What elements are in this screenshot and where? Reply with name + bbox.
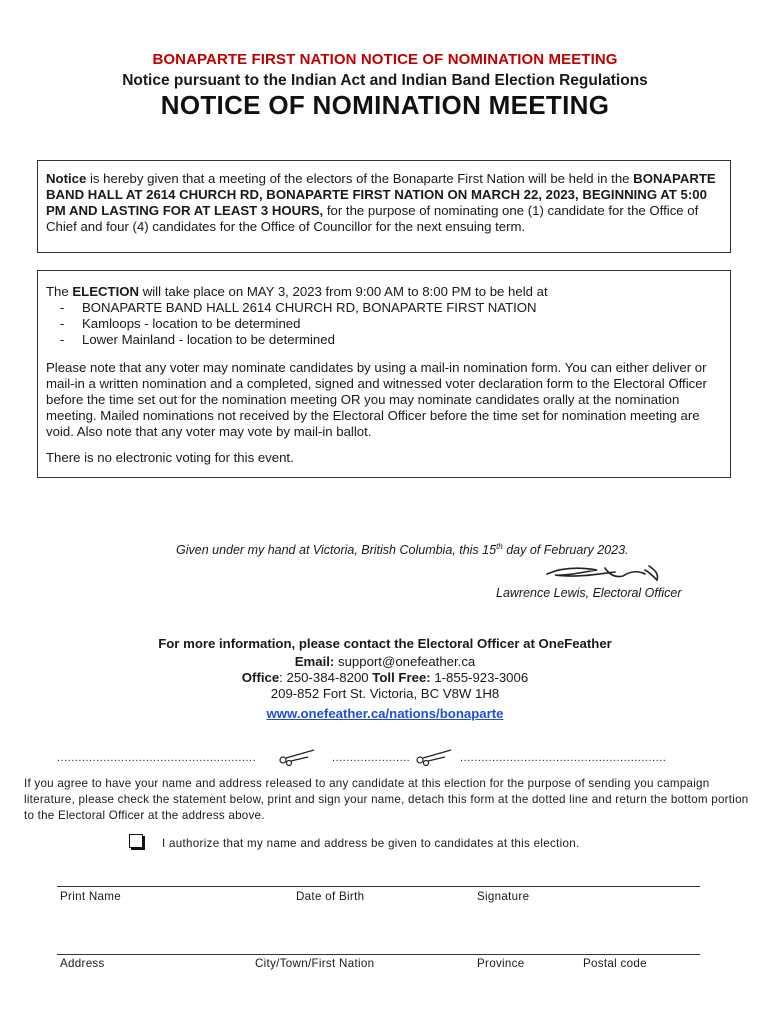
scissors-icon [278,748,316,766]
election-intro [46,284,722,300]
notice-lead: Notice [46,171,87,186]
notice-text-1: is hereby given that a meeting of the electors of the Bonaparte First Nation will be held in the [86,171,634,186]
given-sup: th [496,542,503,551]
notice-text-2: for the purpose of nominating one (1) candidate for the Office of Chief and four (4) candidates for the Office of Councillor for the next ensuing term. [46,203,699,234]
location-text: Lower Mainland - location to be determined [82,332,335,347]
office-phone: : 250-384-8200 [279,670,373,685]
contact-phone-line [0,669,770,686]
dotted-line: .......................................................... [460,752,667,764]
election-intro-post: will take place on MAY 3, 2023 from 9:00 AM to 8:00 PM to be held at [139,284,548,299]
contact-address: 209-852 Fort St. Victoria, BC V8W 1H8 [270,686,500,701]
email-value: support@onefeather.ca [337,654,476,669]
document-red-title: BONAPARTE FIRST NATION NOTICE OF NOMINATION MEETING [152,51,618,68]
scissors-icon [415,748,453,766]
handwritten-signature [545,560,665,584]
given-pre: Given under my hand at Victoria, British Columbia, this 15 [176,543,497,558]
city-label: City/Town/First Nation [255,957,375,970]
contact-email-line [0,653,770,670]
province-label: Province [477,957,525,970]
location-text: BONAPARTE BAND HALL 2614 CHURCH RD, BONAPARTE FIRST NATION [82,300,537,315]
given-post: day of February 2023. [502,543,629,558]
dob-label: Date of Birth [296,890,365,903]
nation-website-link[interactable]: www.onefeather.ca/nations/bonaparte [266,706,504,721]
tollfree-phone: 1-855-923-3006 [430,670,529,685]
notice-meeting-details: BONAPARTE BAND HALL AT 2614 CHURCH RD, BONAPARTE FIRST NATION ON MARCH 22, 2023, BEGINNING AT 5:00 PM AND LASTING FOR AT LEAST 3 HOURS, [46,171,716,218]
nomination-note: Please note that any voter may nominate candidates by using a mail-in nomination form. You can either deliver or mail-in a written nomination and a completed, signed and witnessed voter declaration form to the Electoral Officer before the time set out for the nomination meeting OR you may nominate candidates orally at the nomination meeting. Mailed nominations not received by the Electoral Officer before the time set for nomination meeting are void. Also note that any voter may vote by mail-in ballot. [46,360,707,439]
dotted-line: ........................................................ [57,752,257,764]
list-item [46,316,722,332]
authorize-label: I authorize that my name and address be given to candidates at this election. [162,837,580,850]
election-box [37,270,731,478]
dotted-line: ...................... [332,752,411,764]
contact-heading: For more information, please contact the Electoral Officer at OneFeather [158,636,612,651]
tollfree-label: Toll Free: [372,670,431,685]
list-item [46,332,722,348]
contact-link-line [0,705,770,722]
no-electronic-voting: There is no electronic voting for this event. [46,450,294,465]
page-title: NOTICE OF NOMINATION MEETING [160,90,610,120]
notice-box [37,160,731,253]
document-subtitle: Notice pursuant to the Indian Act and Indian Band Election Regulations [122,72,648,89]
print-name-label: Print Name [60,890,121,903]
list-dash: - [60,300,65,315]
location-text: Kamloops - location to be determined [82,316,301,331]
list-item [46,300,722,316]
address-label: Address [60,957,105,970]
list-dash: - [60,316,65,331]
list-dash: - [60,332,65,347]
given-statement [176,542,629,557]
election-keyword: ELECTION [72,284,140,299]
email-label: Email: [294,654,335,669]
officer-name: Lawrence Lewis, Electoral Officer [496,586,682,600]
authorize-checkbox[interactable] [129,834,143,848]
election-intro-pre: The [46,284,73,299]
detach-line [0,748,770,772]
form-divider [57,886,700,887]
location-list [46,300,722,348]
consent-text: If you agree to have your name and address released to any candidate at this election for the purpose of sending you campaign literature, please check the statement below, print and sign your name, detach this form at the dotted line and return the bottom portion to the Electoral Officer at the address above. [24,777,749,822]
office-label: Office [241,670,280,685]
postal-code-label: Postal code [583,957,647,970]
signature-label: Signature [477,890,530,903]
form-divider [57,954,700,955]
